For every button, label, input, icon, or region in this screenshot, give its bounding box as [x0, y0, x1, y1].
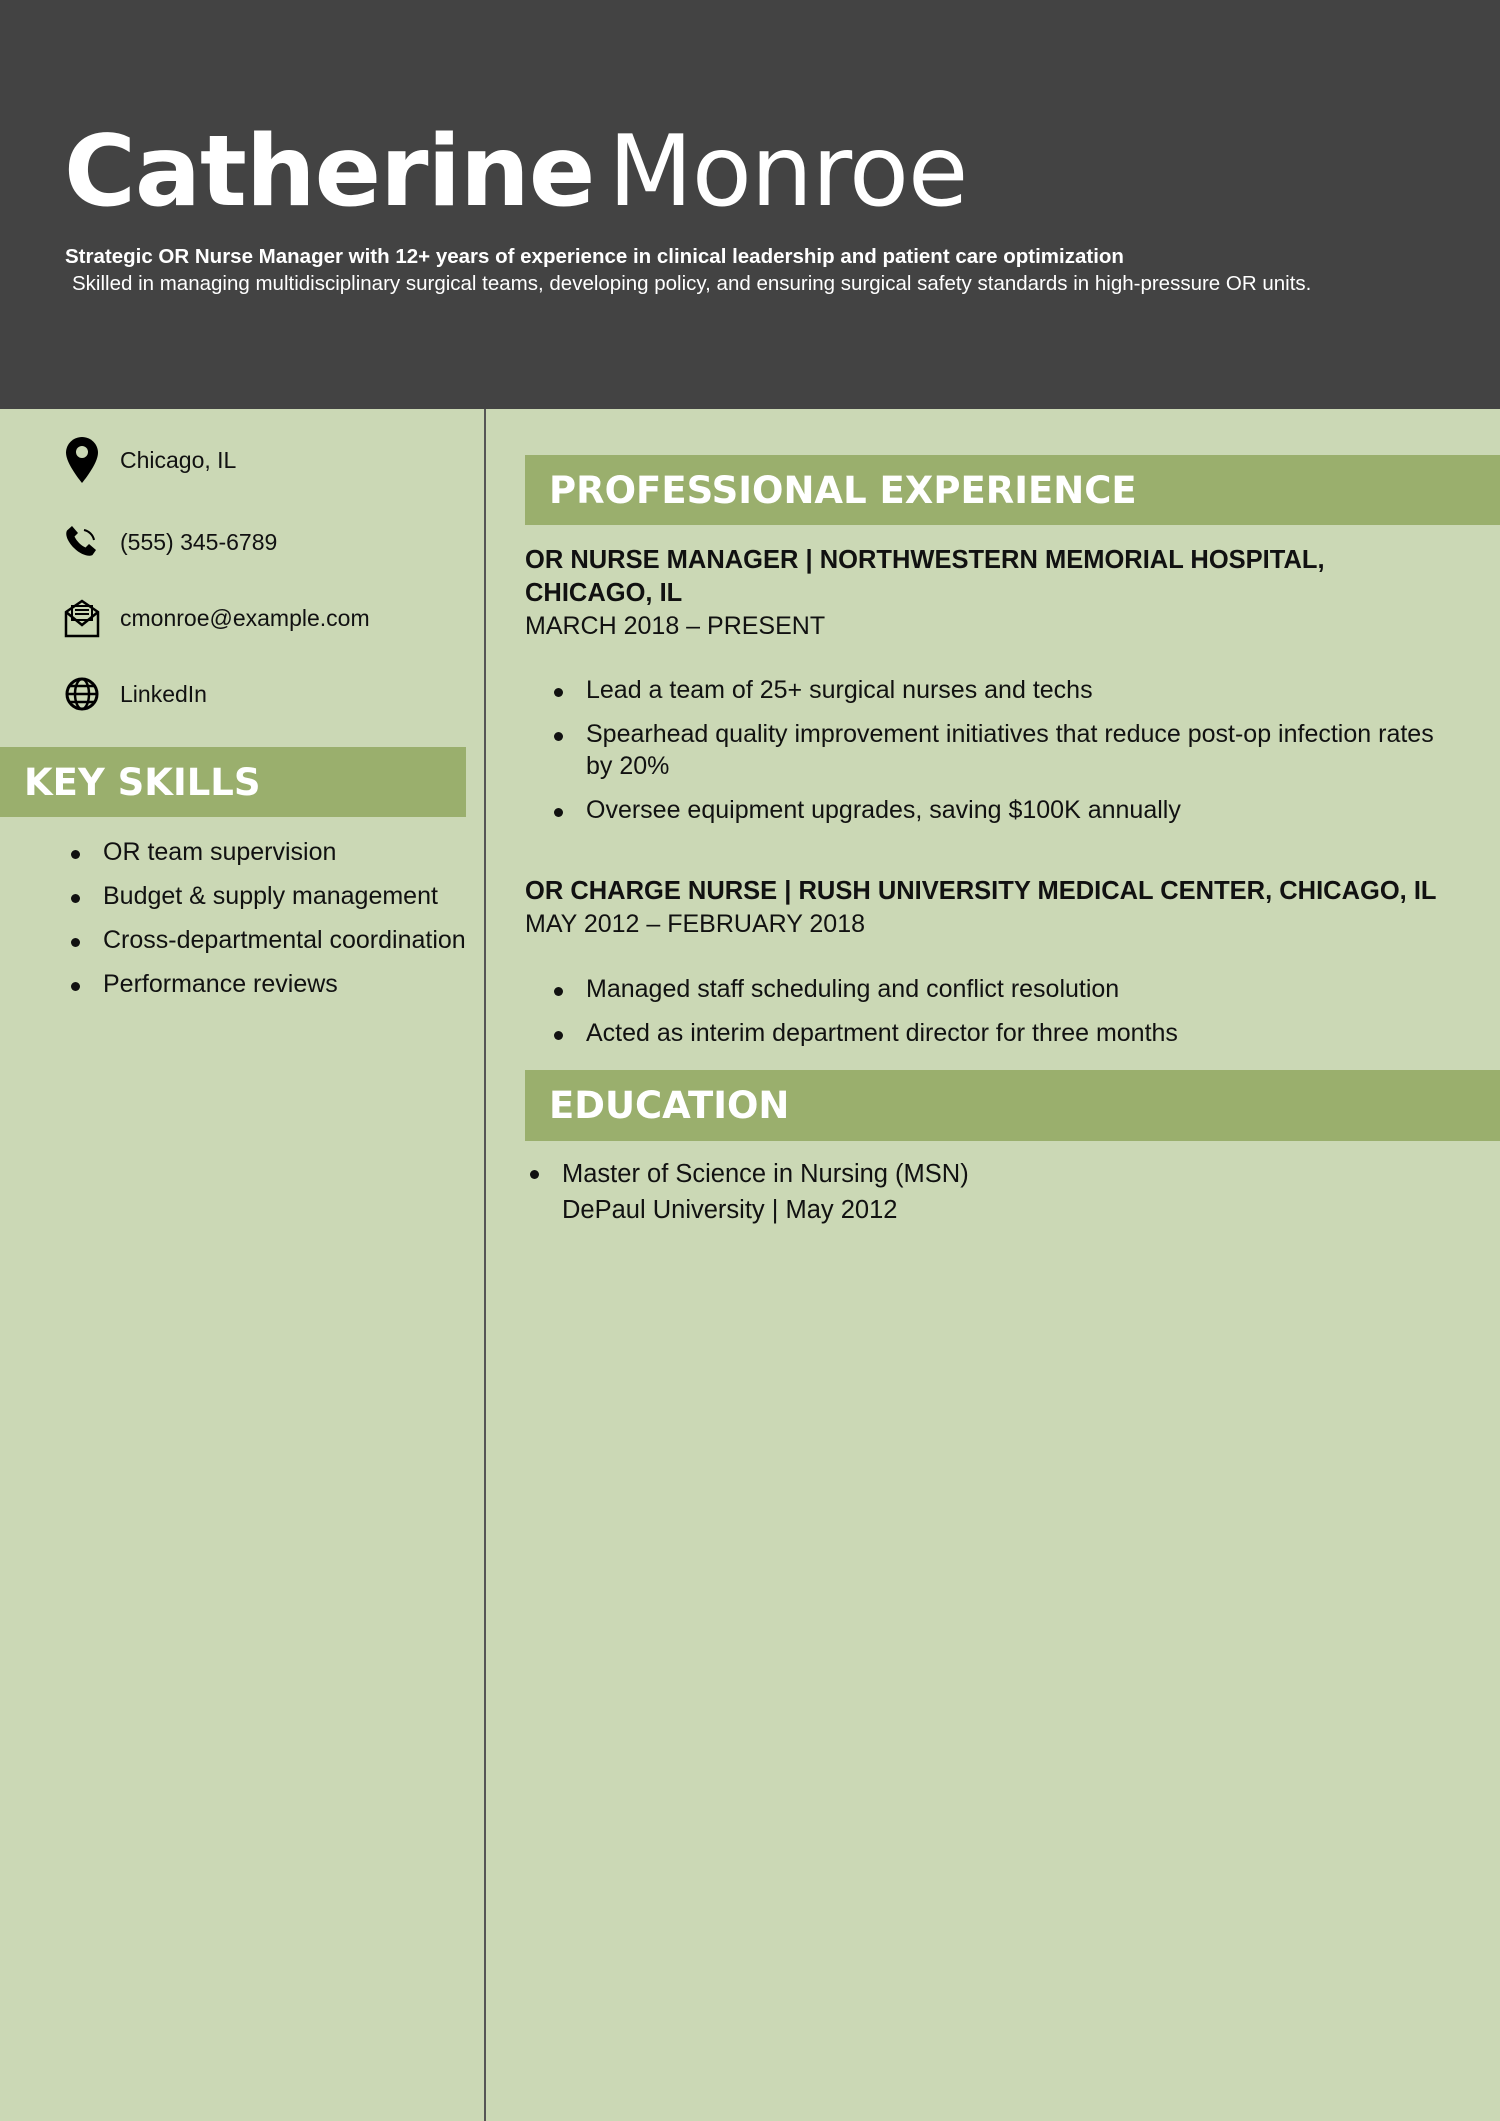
- school-and-date: DePaul University | May 2012: [562, 1196, 898, 1224]
- job-duties-2: [586, 973, 1466, 1061]
- candidate-name: [64, 112, 967, 232]
- degree: Master of Science in Nursing (MSN): [562, 1160, 969, 1188]
- education-item: [562, 1156, 1462, 1228]
- skill-item: Performance reviews: [103, 968, 483, 1000]
- map-pin-icon: [64, 436, 100, 484]
- duty-item: Spearhead quality improvement initiatives that reduce post-op infection rates by 20%: [586, 718, 1466, 782]
- last-name: Monroe: [608, 115, 968, 229]
- column-divider: [484, 409, 486, 2121]
- first-name: Catherine: [64, 115, 595, 229]
- envelope-icon: [64, 594, 100, 642]
- duty-item: Lead a team of 25+ surgical nurses and techs: [586, 674, 1466, 706]
- contact-location: [64, 436, 236, 484]
- header: [0, 0, 1500, 409]
- key-skills-heading: KEY SKILLS: [0, 747, 466, 817]
- location-text: Chicago, IL: [120, 446, 237, 473]
- job-title-1: OR NURSE MANAGER | NORTHWESTERN MEMORIAL HOSPITAL, CHICAGO, IL: [525, 546, 1325, 607]
- skill-item: OR team supervision: [103, 836, 483, 868]
- skills-list: [103, 836, 483, 1012]
- skill-item: Budget & supply management: [103, 880, 483, 912]
- duty-item: Acted as interim department director for three months: [586, 1017, 1466, 1049]
- summary: Skilled in managing multidisciplinary surgical teams, developing policy, and ensuring surgical safety standards in high-pressure OR units.: [72, 272, 1312, 295]
- education-heading: EDUCATION: [525, 1070, 1500, 1141]
- contact-phone: [64, 518, 277, 566]
- contact-email[interactable]: [64, 594, 370, 642]
- linkedin-link[interactable]: LinkedIn: [120, 680, 207, 707]
- phone-text: (555) 345-6789: [120, 528, 278, 555]
- duty-item: Oversee equipment upgrades, saving $100K annually: [586, 794, 1466, 826]
- phone-icon: [64, 518, 100, 566]
- globe-icon: [64, 670, 100, 718]
- duty-item: Managed staff scheduling and conflict resolution: [586, 973, 1466, 1005]
- skill-item: Cross-departmental coordination: [103, 924, 483, 956]
- email-link[interactable]: cmonroe@example.com: [120, 604, 370, 631]
- job-duties-1: [586, 674, 1466, 838]
- tagline: Strategic OR Nurse Manager with 12+ years of experience in clinical leadership and patient care optimization: [65, 245, 1124, 268]
- job-dates-2: MAY 2012 – FEBRUARY 2018: [525, 910, 866, 938]
- job-dates-1: MARCH 2018 – PRESENT: [525, 612, 826, 640]
- job-title-2: OR CHARGE NURSE | RUSH UNIVERSITY MEDICAL CENTER, CHICAGO, IL: [525, 877, 1437, 905]
- experience-heading: PROFESSIONAL EXPERIENCE: [525, 455, 1500, 525]
- education-list: [562, 1156, 1462, 1228]
- contact-linkedin[interactable]: [64, 670, 207, 718]
